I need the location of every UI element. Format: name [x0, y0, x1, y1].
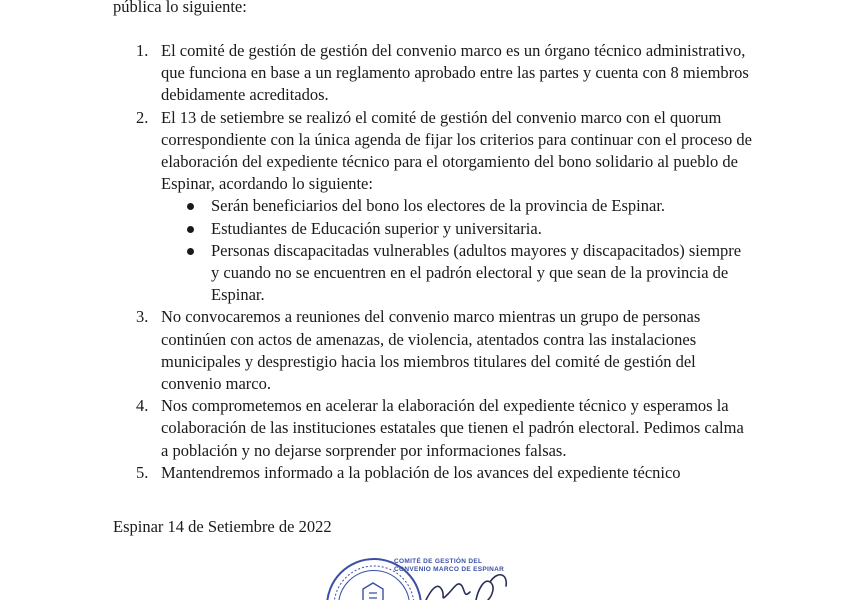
item-text: El comité de gestión de gestión del convenio marco es un órgano técnico administrativo, que funciona en base a un reglamento aprobado entre las partes y cuenta con 8 miembros debidamente acreditados. — [161, 41, 749, 105]
signature-icon — [418, 560, 538, 600]
item-number: 1. — [136, 41, 149, 60]
item-number: 3. — [136, 307, 149, 327]
list-item-5 — [113, 462, 753, 484]
bullet-list — [161, 195, 753, 306]
seal-and-signature — [318, 552, 558, 600]
intro-text: pública lo siguiente: — [113, 0, 247, 16]
numbered-list — [113, 40, 753, 484]
bullet-item — [161, 195, 753, 217]
list-item-1 — [113, 40, 753, 107]
bullet-text: Estudiantes de Educación superior y universitaria. — [211, 218, 542, 238]
item-text: No convocaremos a reuniones del convenio marco mientras un grupo de personas continúen con actos de amenazas, de violencia, atentados contra las instalaciones municipales y desprestigio hacia los miembros titulares del comité de gestión del convenio marco. — [161, 307, 701, 394]
bullet-icon — [187, 226, 194, 233]
item-text: Mantendremos informado a la población de los avances del expediente técnico — [161, 462, 681, 482]
item-number: 2. — [136, 107, 149, 127]
item-text: El 13 de setiembre se realizó el comité de gestión del convenio marco con el quorum correspondiente con la única agenda de fijar los criterios para continuar con el proceso de elaboración del expediente técnico para el otorgamiento del bono solidario al pueblo de Espinar, acordando lo siguiente: — [161, 107, 752, 194]
stamp-line-2: CONVENIO MARCO DE ESPINAR — [394, 566, 505, 573]
seal-emblem-icon — [338, 570, 410, 600]
list-item-4 — [113, 395, 753, 462]
bullet-item — [161, 240, 753, 307]
list-item-2 — [113, 107, 753, 307]
item-text: Nos comprometemos en acelerar la elaboración del expediente técnico y esperamos la colaboración de las instituciones estatales que tienen el padrón electoral. Pedimos calma a población y no dejarse sorprender por informaciones falsas. — [161, 396, 744, 460]
bullet-icon — [187, 248, 194, 255]
list-item-3 — [113, 306, 753, 395]
bullet-text: Personas discapacitadas vulnerables (adultos mayores y discapacitados) siempre y cuando no se encuentren en el padrón electoral y que sean de la provincia de Espinar. — [211, 240, 742, 305]
date-line: Espinar 14 de Setiembre de 2022 — [113, 517, 332, 536]
bullet-text: Serán beneficiarios del bono los electores de la provincia de Espinar. — [211, 196, 666, 216]
item-number: 4. — [136, 396, 149, 416]
item-number: 5. — [136, 462, 149, 482]
bullet-item — [161, 218, 753, 240]
bullet-icon — [187, 203, 194, 210]
stamp-line-1: COMITÉ DE GESTIÓN DEL — [394, 558, 483, 565]
